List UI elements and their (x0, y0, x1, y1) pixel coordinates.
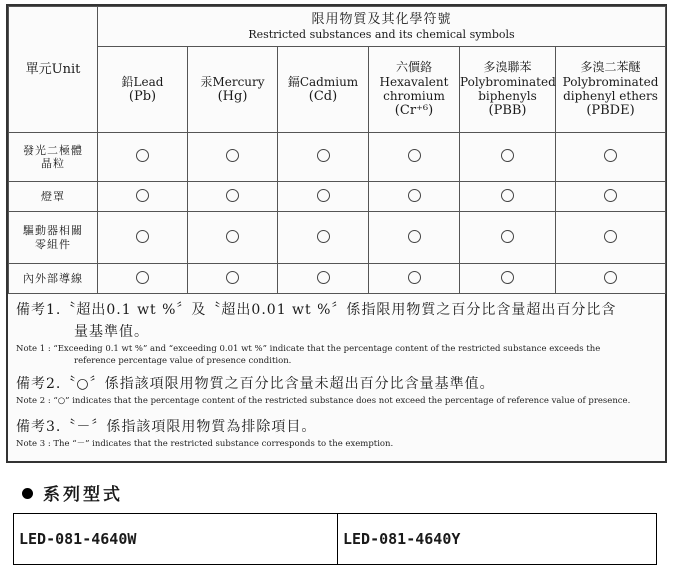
compliant-circle-icon (226, 149, 239, 162)
compliance-cell (369, 212, 460, 264)
substance-header (556, 47, 666, 133)
compliant-circle-icon (408, 189, 421, 202)
note1-en-cont: reference percentage value of presence condition. (74, 356, 292, 366)
header-title-en: Restricted substances and its chemical symbols (248, 27, 515, 41)
compliant-circle-icon (136, 271, 149, 284)
model-cell: LED-081-4640W (14, 514, 338, 565)
compliant-circle-icon (408, 149, 421, 162)
compliance-cell (188, 264, 278, 294)
bullet-icon (22, 488, 33, 499)
compliant-circle-icon (408, 271, 421, 284)
compliant-circle-icon (501, 271, 514, 284)
substance-symbol: (Cd) (308, 88, 338, 104)
compliant-circle-icon (501, 230, 514, 243)
substance-symbol: (PBDE) (586, 103, 635, 119)
unit-header: 單元Unit (9, 7, 98, 133)
row-unit-label: 發光二極體 晶粒 (9, 133, 98, 182)
compliant-circle-icon (317, 189, 330, 202)
notes-section (16, 299, 661, 450)
compliance-cell (98, 182, 188, 212)
compliance-cell (460, 182, 556, 212)
compliant-circle-icon (317, 149, 330, 162)
row-unit-label: 驅動器相關 零組件 (9, 212, 98, 264)
row-unit-label: 燈罩 (9, 182, 98, 212)
table-row (9, 264, 666, 294)
compliant-circle-icon (226, 189, 239, 202)
compliant-circle-icon (136, 230, 149, 243)
compliance-cell (188, 133, 278, 182)
substance-name: 鎘Cadmium (287, 74, 359, 89)
substance-symbol: (Pb) (128, 88, 157, 104)
compliant-circle-icon (136, 189, 149, 202)
compliant-circle-icon (501, 189, 514, 202)
substance-header (278, 47, 369, 133)
compliance-cell (278, 264, 369, 294)
compliance-cell (369, 182, 460, 212)
note2-zh: 備考2.〝○〞係指該項限用物質之百分比含量未超出百分比含量基準值。 (16, 376, 495, 392)
compliant-circle-icon (408, 230, 421, 243)
substance-header (460, 47, 556, 133)
substance-name: 多溴聯苯 Polybrominated biphenyls (460, 60, 556, 103)
table-row (9, 133, 666, 182)
substance-symbol: (Hg) (217, 88, 248, 104)
substance-header (98, 47, 188, 133)
substance-header (369, 47, 460, 133)
compliance-cell (278, 212, 369, 264)
model-cell: LED-081-4640Y (338, 514, 657, 565)
note1-en: Note 1 : “Exceeding 0.1 wt %” and “exceeding 0.01 wt %” indicate that the percentage content of the restricted substance exceeds the (16, 344, 601, 354)
compliant-circle-icon (136, 149, 149, 162)
model-list-table (13, 513, 657, 565)
substance-header (188, 47, 278, 133)
compliant-circle-icon (317, 271, 330, 284)
note1-zh-cont: 量基準值。 (74, 324, 149, 340)
compliant-circle-icon (604, 149, 617, 162)
substance-name: 六價鉻 Hexavalent chromium (379, 60, 449, 103)
header-title-zh: 限用物質及其化學符號 (311, 12, 452, 28)
compliant-circle-icon (604, 230, 617, 243)
substance-symbol: (Cr⁺⁶) (394, 103, 434, 119)
compliance-cell (98, 212, 188, 264)
compliance-cell (278, 182, 369, 212)
compliance-cell (460, 133, 556, 182)
row-unit-label: 內外部導線 (9, 264, 98, 294)
substances-header (98, 7, 666, 47)
compliance-cell (98, 264, 188, 294)
compliance-cell (278, 133, 369, 182)
compliance-cell (556, 264, 666, 294)
substance-name: 汞Mercury (200, 74, 265, 89)
compliance-cell (369, 133, 460, 182)
note3-zh: 備考3.〝－〞係指該項限用物質為排除項目。 (16, 419, 317, 435)
model-series-title: 系列型式 (43, 485, 123, 505)
compliance-cell (188, 212, 278, 264)
substance-name: 多溴二苯醚 Polybrominated diphenyl ethers (562, 60, 659, 103)
compliance-cell (98, 133, 188, 182)
compliance-cell (188, 182, 278, 212)
rohs-table-image (6, 4, 667, 463)
substance-symbol: (PBB) (488, 103, 527, 119)
substance-name: 鉛Lead (121, 74, 164, 89)
table-row (9, 212, 666, 264)
compliant-circle-icon (604, 189, 617, 202)
model-series-heading (22, 480, 123, 505)
compliant-circle-icon (317, 230, 330, 243)
compliance-cell (460, 212, 556, 264)
compliant-circle-icon (226, 230, 239, 243)
table-row (9, 182, 666, 212)
compliant-circle-icon (501, 149, 514, 162)
compliance-cell (369, 264, 460, 294)
compliance-cell (556, 182, 666, 212)
compliance-cell (556, 212, 666, 264)
note3-en: Note 3 : The “－” indicates that the restricted substance corresponds to the exemption. (16, 439, 394, 449)
note1-zh: 備考1.〝超出0.1 wt %〞及〝超出0.01 wt %〞係指限用物質之百分比含量超出百分比含 (16, 302, 617, 318)
compliance-cell (556, 133, 666, 182)
compliant-circle-icon (604, 271, 617, 284)
restricted-substances-table (8, 6, 666, 294)
note2-en: Note 2 : “○” indicates that the percentage content of the restricted substance does not exceed the percentage of reference value of presence. (16, 396, 631, 406)
compliance-cell (460, 264, 556, 294)
compliant-circle-icon (226, 271, 239, 284)
